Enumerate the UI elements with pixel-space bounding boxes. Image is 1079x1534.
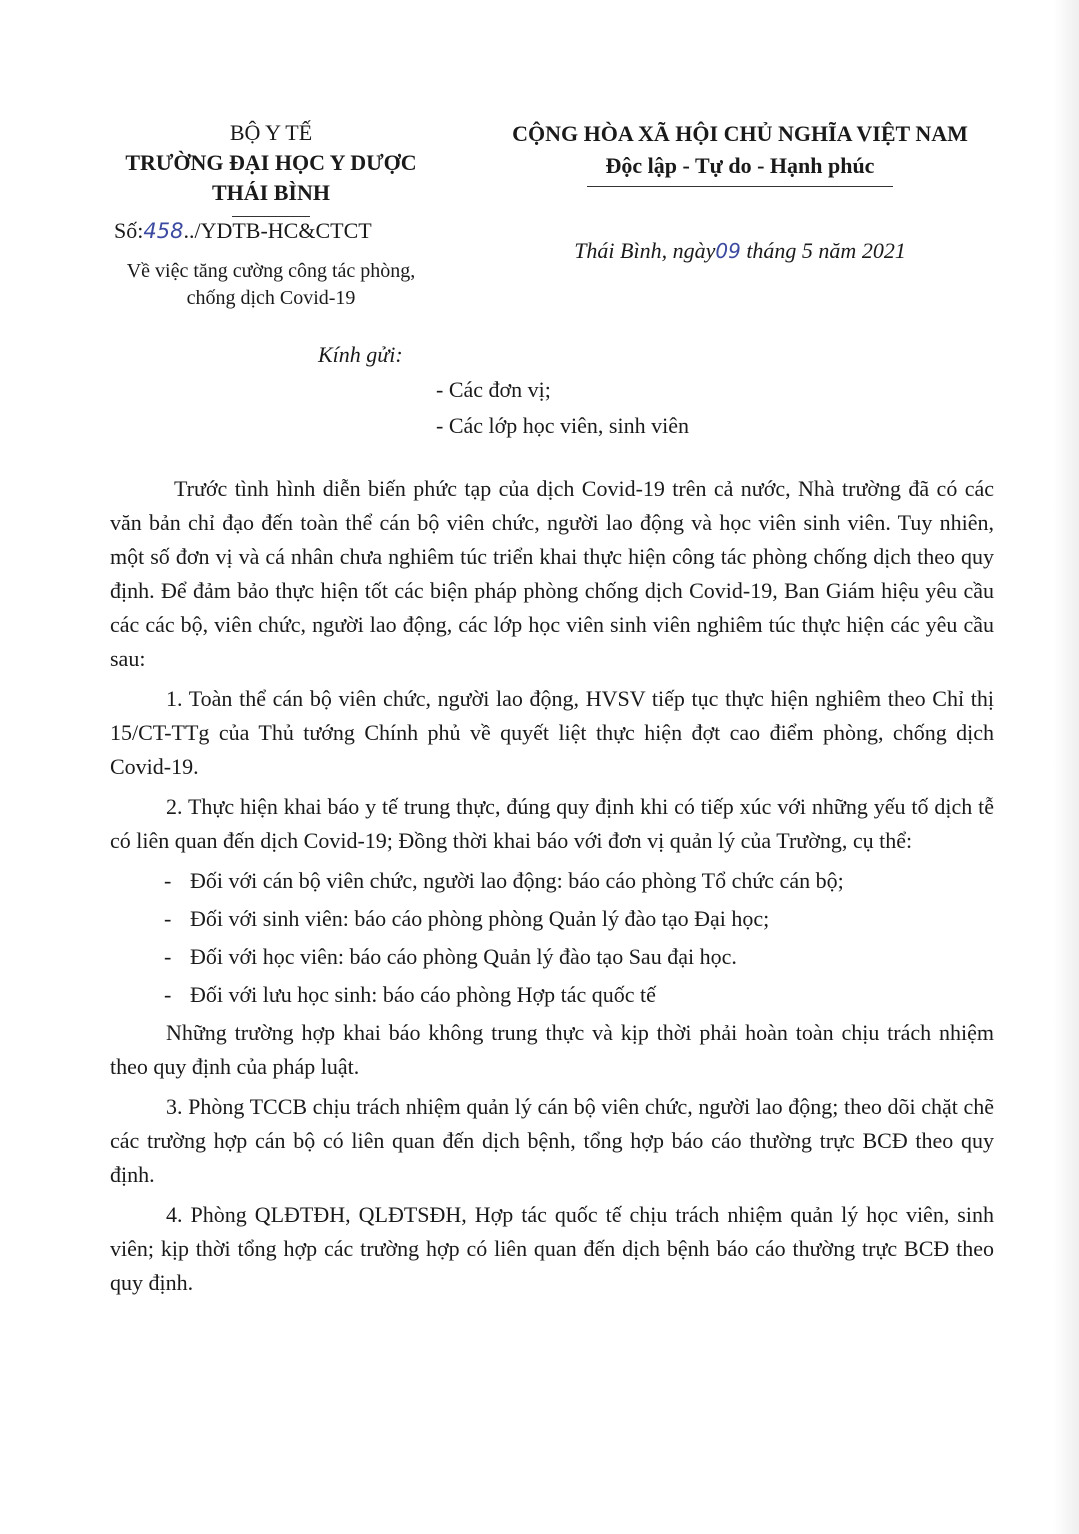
school-name-line2: THÁI BÌNH [212,180,330,205]
recipient-list [436,372,689,444]
bullet-item [164,978,994,1012]
issuer-underline [232,216,310,217]
date-day-handwritten: 09 [715,239,741,263]
bullet-item [164,864,994,898]
bullet-item [164,902,994,936]
national-header [484,118,996,187]
scan-shadow [1053,0,1079,1534]
subject-line1: Về việc tăng cường công tác phòng, [126,260,416,282]
national-title: CỘNG HÒA XÃ HỘI CHỦ NGHĨA VIỆT NAM [512,121,968,146]
subject-line2: chống dịch Covid-19 [186,287,356,309]
motto-underline [587,186,893,187]
bullet-text: Đối với học viên: báo cáo phòng Quản lý đào tạo Sau đại học. [190,944,737,969]
document-body [110,472,994,1306]
salutation: Kính gửi: [318,342,403,367]
bullet-dash: - [164,982,172,1007]
item-1: 1. Toàn thể cán bộ viên chức, người lao động, HVSV tiếp tục thực hiện nghiêm theo Chỉ thị 15/CT-TTg của Thủ tướng Chính phủ về quyết liệt thực hiện đợt cao điểm phòng, chống dịch Covid-19. [110,686,994,779]
bullet-text: Đối với sinh viên: báo cáo phòng phòng Quản lý đào tạo Đại học; [190,906,770,931]
item-3: 3. Phòng TCCB chịu trách nhiệm quản lý cán bộ viên chức, người lao động; theo dõi chặt chẽ các trường hợp cán bộ có liên quan đến dịch bệnh, tổng hợp báo cáo thường trực BCĐ theo quy định. [110,1094,994,1187]
bullet-item [164,940,994,974]
national-motto: Độc lập - Tự do - Hạnh phúc [605,153,875,178]
document-subject [96,258,446,312]
issuer-header [96,118,446,217]
date-prefix: Thái Bình, ngày [574,238,716,263]
doc-number-handwritten: 458 [143,219,184,243]
bullet-dash: - [164,906,172,931]
item-2: 2. Thực hiện khai báo y tế trung thực, đúng quy định khi có tiếp xúc với những yếu tố dịch tễ có liên quan đến dịch Covid-19; Đồng thời khai báo với đơn vị quản lý của Trường, cụ thể: [110,794,994,853]
bullet-dash: - [164,944,172,969]
recipient-item: - Các lớp học viên, sinh viên [436,413,689,438]
document-date [484,238,996,264]
bullet-dash: - [164,868,172,893]
bullet-text: Đối với lưu học sinh: báo cáo phòng Hợp tác quốc tế [190,982,656,1007]
date-suffix: tháng 5 năm 2021 [746,238,906,263]
ministry-name: BỘ Y TẾ [229,120,313,145]
doc-number-suffix: ../YDTB-HC&CTCT [183,218,372,243]
document-number [114,218,372,244]
item-4: 4. Phòng QLĐTĐH, QLĐTSĐH, Hợp tác quốc tế chịu trách nhiệm quản lý học viên, sinh viên; kịp thời tổng hợp các trường hợp có liên quan đến dịch bệnh báo cáo thường trực BCĐ theo quy định. [110,1202,994,1295]
responsibility-note: Những trường hợp khai báo không trung thực và kịp thời phải hoàn toàn chịu trách nhiệm theo quy định của pháp luật. [110,1020,994,1079]
bullet-text: Đối với cán bộ viên chức, người lao động: báo cáo phòng Tổ chức cán bộ; [190,868,844,893]
recipient-item: - Các đơn vị; [436,377,551,402]
doc-number-prefix: Số: [114,218,144,243]
school-name-line1: TRƯỜNG ĐẠI HỌC Y DƯỢC [125,150,417,175]
intro-paragraph: Trước tình hình diễn biến phức tạp của dịch Covid-19 trên cả nước, Nhà trường đã có các văn bản chỉ đạo đến toàn thể cán bộ viên chức, người lao động và học viên sinh viên. Tuy nhiên, một số đơn vị và cá nhân chưa nghiêm túc triển khai thực hiện công tác phòng chống dịch theo quy định. Để đảm bảo thực hiện tốt các biện pháp phòng chống dịch Covid-19, Ban Giám hiệu yêu cầu các các bộ, viên chức, người lao động, các lớp học viên sinh viên nghiêm túc thực hiện các yêu cầu sau: [110,476,994,671]
